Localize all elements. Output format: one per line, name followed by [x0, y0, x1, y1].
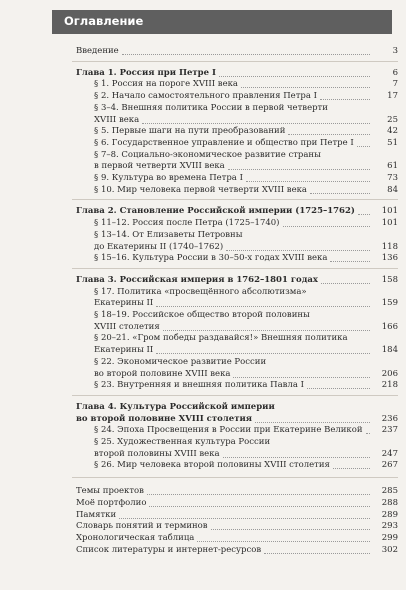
section-separator — [72, 61, 398, 62]
toc-section: § 26. Мир человека второй половины XVIII столетия — [94, 460, 330, 471]
dot-leader — [366, 432, 370, 434]
toc-section: § 22. Экономическое развитие России — [94, 356, 267, 367]
toc-page-number: 84 — [387, 184, 398, 195]
dot-leader — [357, 145, 370, 147]
toc-page-number: 6 — [392, 67, 398, 78]
toc-page-number: 136 — [381, 253, 398, 264]
toc-section: § 20–21. «Гром победы раздавайся!» Внешняя политика — [94, 333, 348, 344]
toc-page-number: 288 — [381, 497, 398, 508]
dot-leader — [197, 540, 370, 542]
toc-page-number: 101 — [381, 206, 398, 217]
toc-section: § 7–8. Социально-экономическое развитие страны — [94, 149, 321, 160]
toc-page-number: 184 — [381, 345, 398, 356]
toc-appendix-entry: Список литературы и интернет-ресурсов — [76, 544, 262, 555]
toc-page-number: 17 — [387, 91, 398, 102]
toc-title: Оглавление — [64, 14, 144, 28]
toc-section: § 24. Эпоха Просвещения в России при Екатерине Великой — [94, 425, 363, 436]
section-separator — [72, 395, 398, 396]
toc-page-number: 267 — [381, 460, 398, 471]
toc-appendix-entry: Памятки — [76, 509, 117, 520]
dot-leader — [241, 86, 370, 88]
dot-leader — [147, 493, 370, 495]
toc-appendix-entry: Темы проектов — [76, 486, 144, 497]
toc-page-number: 218 — [381, 380, 398, 391]
toc-page-number: 25 — [387, 114, 398, 125]
toc-section: в первой четверти XVIII века — [94, 161, 225, 172]
toc-intro: Введение — [76, 46, 119, 56]
toc-page-number: 206 — [381, 368, 398, 379]
toc-section: § 1. Россия на пороге XVIII века — [94, 79, 238, 90]
dot-leader — [310, 192, 370, 194]
toc-section: § 13–14. От Елизаветы Петровны — [94, 229, 243, 240]
dot-leader — [119, 517, 370, 519]
toc-page-number: 159 — [381, 298, 398, 309]
dot-leader — [211, 528, 370, 530]
toc-chapter-title: во второй половине XVIII столетия — [76, 413, 253, 424]
toc-chapter-title: Глава 4. Культура Российской империи — [76, 401, 275, 412]
toc-section: § 25. Художественная культура России — [94, 437, 271, 447]
toc-page-number: 118 — [381, 241, 398, 252]
toc-chapter-title: Глава 2. Становление Российской империи (1725–1762) — [76, 206, 355, 217]
dot-leader — [219, 75, 370, 77]
toc-appendix-entry: Хронологическая таблица — [76, 532, 195, 543]
dot-leader — [122, 53, 370, 55]
toc-page-number: 285 — [381, 486, 398, 497]
toc-section: XVIII века — [94, 114, 140, 125]
toc-page-number: 236 — [381, 413, 398, 424]
dot-leader — [223, 456, 370, 458]
toc-page-number: 101 — [381, 218, 398, 229]
dot-leader — [288, 133, 370, 135]
toc-section: во второй половине XVIII века — [94, 368, 231, 379]
dot-leader — [255, 421, 370, 423]
toc-page-number: 299 — [381, 532, 398, 543]
dot-leader — [264, 552, 370, 554]
section-separator — [72, 199, 398, 200]
dot-leader — [156, 305, 370, 307]
dot-leader — [358, 213, 370, 215]
toc-section: § 9. Культура во времена Петра I — [94, 173, 243, 183]
toc-page-number: 3 — [392, 46, 398, 56]
toc-page-number: 73 — [387, 173, 398, 183]
dot-leader — [333, 467, 370, 469]
toc-section: § 18–19. Российское общество второй половины — [94, 310, 310, 320]
toc-section: до Екатерины II (1740–1762) — [94, 241, 224, 252]
dot-leader — [226, 249, 370, 251]
dot-leader — [307, 387, 370, 389]
toc-page-number: 51 — [387, 137, 398, 148]
toc-section: Екатерины II — [94, 298, 154, 309]
toc-page-number: 289 — [381, 509, 398, 520]
toc-section: § 6. Государственное управление и общество при Петре I — [94, 137, 354, 148]
toc-section: XVIII столетия — [94, 321, 160, 332]
toc-page-number: 7 — [392, 79, 398, 90]
toc-page-number: 237 — [381, 425, 398, 436]
toc-section: § 3–4. Внешняя политика России в первой четверти — [94, 102, 328, 113]
toc-section: § 10. Мир человека первой четверти XVIII века — [94, 184, 307, 195]
toc-page-number: 158 — [381, 274, 398, 285]
toc-section: § 23. Внутренняя и внешняя политика Павла I — [94, 380, 304, 391]
toc-chapter-title: Глава 3. Российская империя в 1762–1801 годах — [76, 274, 318, 285]
dot-leader — [321, 282, 370, 284]
toc-appendix-entry: Словарь понятий и терминов — [76, 521, 208, 532]
dot-leader — [283, 225, 370, 227]
toc-section: § 17. Политика «просвещённого абсолютизма» — [94, 286, 307, 297]
dot-leader — [233, 376, 370, 378]
dot-leader — [142, 122, 370, 124]
dot-leader — [149, 505, 370, 507]
toc-page-number: 42 — [387, 126, 398, 137]
toc-section: § 2. Начало самостоятельного правления Петра I — [94, 91, 317, 102]
section-separator — [72, 268, 398, 269]
toc-section: Екатерины II — [94, 345, 154, 356]
toc-page-number: 166 — [381, 321, 398, 332]
section-separator — [72, 477, 398, 478]
dot-leader — [246, 180, 370, 182]
toc-section: § 5. Первые шаги на пути преобразований — [94, 126, 286, 137]
dot-leader — [163, 329, 370, 331]
toc-page-number: 61 — [387, 161, 398, 172]
toc-chapter-title: Глава 1. Россия при Петре I — [76, 67, 216, 78]
toc-section: второй половины XVIII века — [94, 448, 220, 459]
toc-page-number: 293 — [381, 521, 398, 532]
dot-leader — [330, 260, 370, 262]
toc-appendix-entry: Моё портфолио — [76, 497, 147, 508]
toc-page-number: 302 — [381, 544, 398, 555]
toc-section: § 11–12. Россия после Петра (1725–1740) — [94, 218, 280, 229]
dot-leader — [320, 98, 370, 100]
toc-page-number: 247 — [381, 448, 398, 459]
dot-leader — [156, 352, 370, 354]
toc-section: § 15–16. Культура России в 30–50-х годах XVIII века — [94, 253, 328, 264]
dot-leader — [228, 168, 370, 170]
